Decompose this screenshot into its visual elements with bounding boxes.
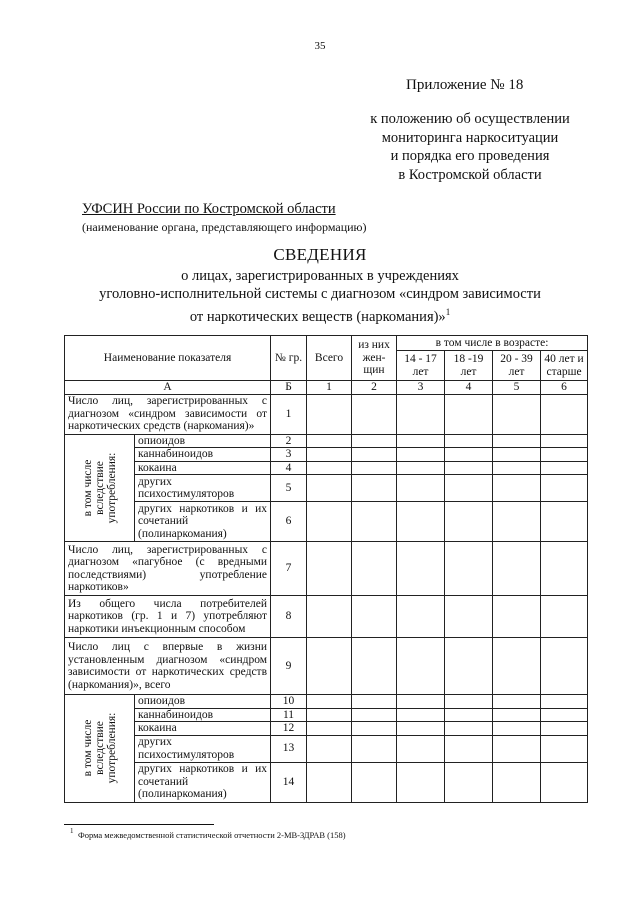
group-label-cell [65, 434, 135, 542]
data-cell [307, 708, 352, 722]
document-title: СВЕДЕНИЯ [273, 245, 367, 264]
data-cell [493, 762, 541, 802]
data-cell [352, 394, 397, 434]
data-cell [445, 722, 493, 736]
code-cell: 1 [307, 381, 352, 395]
row-label: кокаина [135, 722, 271, 736]
regulation-reference [340, 110, 600, 184]
row-number: 1 [271, 394, 307, 434]
row-number: 6 [271, 502, 307, 542]
data-cell [397, 448, 445, 462]
document-subtitle [60, 267, 580, 326]
row-label: кокаина [135, 461, 271, 475]
code-cell: Б [271, 381, 307, 395]
data-cell [493, 475, 541, 502]
data-cell [445, 461, 493, 475]
row-number: 3 [271, 448, 307, 462]
data-cell [445, 394, 493, 434]
organization-note: (наименование органа, представляющего информацию) [82, 220, 367, 234]
row-number: 14 [271, 762, 307, 802]
data-cell [397, 461, 445, 475]
data-cell [445, 695, 493, 709]
header-women: из них жен-щин [352, 336, 397, 381]
data-cell [307, 638, 352, 695]
row-number: 13 [271, 735, 307, 762]
data-cell [493, 461, 541, 475]
data-cell [493, 722, 541, 736]
subtitle-line: уголовно-исполнительной системы с диагнозом «синдром зависимости [99, 286, 541, 302]
group-label: в том числе вследствие употребления: [81, 712, 118, 784]
row-label: других наркотиков и их сочетаний (полинаркомания) [135, 762, 271, 802]
row-label: Число лиц, зарегистрированных с диагнозом «синдром зависимости от наркотических средств (наркомания)» [65, 394, 271, 434]
table-row [65, 596, 588, 638]
data-cell [307, 448, 352, 462]
data-cell [307, 394, 352, 434]
data-cell [541, 394, 588, 434]
table-row [65, 394, 588, 434]
row-number: 12 [271, 722, 307, 736]
header-age-40-plus: 40 лет и старше [541, 351, 588, 381]
table-row [65, 695, 588, 709]
row-label: каннабиноидов [135, 708, 271, 722]
data-cell [445, 708, 493, 722]
data-cell [352, 461, 397, 475]
code-cell: 3 [397, 381, 445, 395]
data-cell [307, 502, 352, 542]
row-number: 5 [271, 475, 307, 502]
row-label: других психостимуляторов [135, 735, 271, 762]
row-number: 9 [271, 638, 307, 695]
data-cell [541, 596, 588, 638]
data-cell [541, 735, 588, 762]
code-cell: А [65, 381, 271, 395]
data-cell [352, 762, 397, 802]
data-cell [541, 638, 588, 695]
data-cell [352, 708, 397, 722]
row-label: опиоидов [135, 695, 271, 709]
row-label: Число лиц с впервые в жизни установленным диагнозом «синдром зависимости от наркотических средств (наркомания)», всего [65, 638, 271, 695]
appendix-number: Приложение № 18 [406, 77, 524, 93]
data-cell [445, 638, 493, 695]
row-label: других наркотиков и их сочетаний (полинаркомания) [135, 502, 271, 542]
data-cell [541, 448, 588, 462]
data-cell [397, 596, 445, 638]
data-cell [352, 735, 397, 762]
code-cell: 6 [541, 381, 588, 395]
footnote-reference: 1 [445, 307, 451, 317]
row-label: Число лиц, зарегистрированных с диагнозом «пагубное (с вредными последствиями) употребление наркотиков» [65, 542, 271, 596]
code-row [65, 381, 588, 395]
regulation-line: в Костромской области [398, 166, 542, 183]
data-cell [352, 502, 397, 542]
data-cell [541, 695, 588, 709]
row-number: 10 [271, 695, 307, 709]
group-label: в том числе вследствие употребления: [81, 452, 118, 524]
data-cell [307, 542, 352, 596]
data-cell [493, 596, 541, 638]
data-cell [541, 475, 588, 502]
table-row [65, 708, 588, 722]
row-number: 8 [271, 596, 307, 638]
row-number: 2 [271, 434, 307, 448]
data-cell [445, 542, 493, 596]
table-row [65, 475, 588, 502]
data-cell [307, 735, 352, 762]
data-cell [397, 434, 445, 448]
row-number: 7 [271, 542, 307, 596]
table-row [65, 448, 588, 462]
footnote [70, 827, 346, 840]
data-cell [445, 596, 493, 638]
data-cell [397, 502, 445, 542]
data-cell [307, 722, 352, 736]
data-cell [307, 695, 352, 709]
table-row [65, 638, 588, 695]
data-cell [307, 596, 352, 638]
row-number: 4 [271, 461, 307, 475]
subtitle-line: о лицах, зарегистрированных в учреждениях [181, 268, 459, 284]
data-cell [541, 722, 588, 736]
data-cell [445, 735, 493, 762]
data-cell [397, 735, 445, 762]
header-indicator-name: Наименование показателя [65, 336, 271, 381]
data-cell [541, 434, 588, 448]
row-label: Из общего числа потребителей наркотиков (гр. 1 и 7) употребляют наркотики инъекционным способом [65, 596, 271, 638]
data-cell [445, 762, 493, 802]
code-cell: 4 [445, 381, 493, 395]
table-row [65, 722, 588, 736]
row-label: каннабиноидов [135, 448, 271, 462]
header-total: Всего [307, 336, 352, 381]
data-cell [352, 475, 397, 502]
data-cell [493, 434, 541, 448]
data-cell [541, 461, 588, 475]
table-row [65, 434, 588, 448]
footnote-text: Форма межведомственной статистической отчетности 2-МВ-ЗДРАВ (158) [78, 830, 346, 840]
row-label: опиоидов [135, 434, 271, 448]
data-cell [352, 434, 397, 448]
data-cell [352, 596, 397, 638]
data-cell [445, 434, 493, 448]
data-cell [493, 708, 541, 722]
table-row [65, 502, 588, 542]
header-age-20-39: 20 - 39 лет [493, 351, 541, 381]
header-age-group: в том числе в возрасте: [397, 336, 588, 351]
regulation-line: к положению об осуществлении [370, 111, 570, 127]
data-cell [397, 394, 445, 434]
regulation-line: мониторинга наркоситуации [381, 129, 559, 146]
data-cell [493, 394, 541, 434]
data-cell [307, 434, 352, 448]
data-cell [352, 638, 397, 695]
data-cell [493, 502, 541, 542]
header-age-14-17: 14 - 17 лет [397, 351, 445, 381]
header-number: № гр. [271, 336, 307, 381]
data-cell [541, 708, 588, 722]
data-cell [397, 695, 445, 709]
data-cell [307, 475, 352, 502]
data-cell [541, 762, 588, 802]
data-cell [541, 542, 588, 596]
data-cell [307, 762, 352, 802]
code-cell: 2 [352, 381, 397, 395]
data-cell [493, 542, 541, 596]
group-label-cell [65, 695, 135, 803]
data-cell [352, 695, 397, 709]
data-cell [493, 695, 541, 709]
data-cell [541, 502, 588, 542]
data-cell [397, 762, 445, 802]
data-cell [352, 722, 397, 736]
row-number: 11 [271, 708, 307, 722]
data-cell [493, 448, 541, 462]
data-cell [397, 722, 445, 736]
data-cell [445, 448, 493, 462]
footnote-separator [64, 824, 214, 825]
table-row [65, 542, 588, 596]
table-row [65, 461, 588, 475]
data-cell [397, 638, 445, 695]
data-cell [352, 448, 397, 462]
data-cell [493, 638, 541, 695]
row-label: других психостимуляторов [135, 475, 271, 502]
footnote-mark: 1 [70, 827, 74, 835]
data-cell [493, 735, 541, 762]
organization-name: УФСИН России по Костромской области [82, 201, 336, 217]
data-cell [397, 708, 445, 722]
table-row [65, 735, 588, 762]
data-cell [307, 461, 352, 475]
page-number: 35 [314, 40, 326, 52]
header-age-18-19: 18 -19 лет [445, 351, 493, 381]
code-cell: 5 [493, 381, 541, 395]
data-cell [397, 542, 445, 596]
report-table [64, 335, 588, 803]
regulation-line: и порядка его проведения [390, 148, 550, 164]
data-cell [445, 475, 493, 502]
table-row [65, 762, 588, 802]
data-cell [352, 542, 397, 596]
subtitle-line: от наркотических веществ (наркомания)»$^1$ [189, 307, 451, 325]
data-cell [397, 475, 445, 502]
data-cell [445, 502, 493, 542]
